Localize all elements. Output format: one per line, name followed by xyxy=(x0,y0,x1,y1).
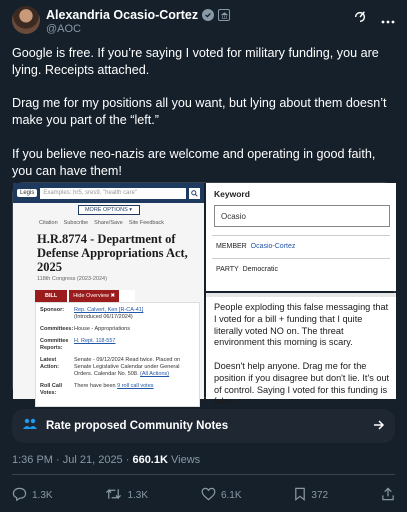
congress-toolbar xyxy=(13,215,204,226)
tweet-paragraph: If you believe neo-nazis are welcome and operating in good faith, you can have them! xyxy=(12,146,376,178)
people-icon xyxy=(22,417,38,435)
bookmark-button[interactable] xyxy=(294,487,328,504)
tweet-paragraph: Google is free. If you’re saying I voted for military funding, you are lying. Receipts attached. xyxy=(12,46,379,77)
more-options-button: MORE OPTIONS ▾ xyxy=(78,205,140,215)
divider xyxy=(206,293,396,297)
citation-link: Citation xyxy=(39,220,58,226)
repost-count: 1.3K xyxy=(127,489,149,501)
arrow-right-icon xyxy=(373,417,385,435)
subscribe-link: Subscribe xyxy=(63,220,89,226)
more-options-icon[interactable] xyxy=(381,11,395,29)
bookmark-icon xyxy=(294,487,306,504)
site-feedback-link: Site Feedback xyxy=(128,220,165,226)
hide-overview-button: Hide Overview ✖ xyxy=(69,290,119,302)
tweet-text xyxy=(12,45,397,196)
reply-button[interactable] xyxy=(12,487,53,504)
author-handle[interactable]: @AOC xyxy=(46,23,82,35)
share-icon xyxy=(381,487,395,504)
image-screenshot-post[interactable] xyxy=(206,293,396,407)
congress-session: 118th Congress (2023-2024) xyxy=(37,276,107,282)
divider xyxy=(12,474,395,475)
author-name[interactable]: Alexandria Ocasio-Cortez xyxy=(46,8,199,22)
party-row xyxy=(206,259,396,273)
action-bar xyxy=(12,485,395,505)
sponsor-link: Rep. Calvert, Ken [R-CA-41] xyxy=(74,307,144,313)
grok-icon[interactable] xyxy=(353,10,367,29)
verified-badge-icon xyxy=(202,9,214,21)
roll-call-label: Roll Call Votes: xyxy=(40,383,63,396)
reports-label: Committee Reports: xyxy=(40,338,69,351)
like-button[interactable] xyxy=(201,487,242,504)
sponsor-note: (Introduced 06/17/2024) xyxy=(74,314,133,320)
committees-value: House - Appropriations xyxy=(74,326,130,332)
community-notes-label: Rate proposed Community Notes xyxy=(46,420,229,432)
image-congress-bill[interactable] xyxy=(13,183,204,399)
search-icon xyxy=(189,188,200,199)
views-count: 660.1K xyxy=(132,454,168,466)
latest-action-value: Senate - 09/12/2024 Read twice. Placed on Senate Legislative Calendar under General Orders. Calendar No. 508. xyxy=(74,357,181,377)
bill-overview xyxy=(35,302,200,407)
member-label: MEMBER xyxy=(216,243,247,250)
repost-icon xyxy=(105,487,122,504)
all-actions-link: (All Actions) xyxy=(140,371,170,377)
congress-search-field: Examples: hr5, sres9, "health care" xyxy=(40,188,186,199)
reports-link: H. Rept. 118-557 xyxy=(74,338,116,344)
legis-dropdown: Legis xyxy=(17,189,37,197)
timestamp[interactable]: 1:36 PM · Jul 21, 2025 · xyxy=(12,454,133,466)
tweet-metadata xyxy=(12,454,200,466)
party-label: PARTY xyxy=(216,266,239,273)
screenshot-post-paragraph: Doesn't help anyone. Drag me for the position if you disagree but don't lie. It's out of control. Saying I voted for this funding is false xyxy=(214,360,390,407)
tweet-paragraph: Drag me for my positions all you want, but lying about them doesn’t make you part of the “left.” xyxy=(12,96,387,128)
avatar[interactable] xyxy=(12,6,40,34)
keyword-input: Ocasio xyxy=(214,205,390,227)
reply-icon xyxy=(12,487,27,504)
tweet-header xyxy=(12,6,395,38)
bill-title: H.R.8774 - Department of Defense Appropriations Act, 2025 xyxy=(37,232,188,274)
screenshot-post-paragraph: People exploding this false messaging that I voted for a bill + funding that I quite literally voted NO on. The threat environment this morning is scary. xyxy=(214,302,389,348)
like-count: 6.1K xyxy=(220,489,242,501)
congress-search-bar xyxy=(13,183,204,203)
government-label-icon xyxy=(218,9,230,21)
attached-images[interactable] xyxy=(12,182,395,407)
member-value: Ocasio-Cortez xyxy=(250,243,296,250)
screenshot-post-text xyxy=(206,293,396,408)
community-notes-button[interactable] xyxy=(12,409,395,443)
latest-action-label: Latest Action: xyxy=(40,357,59,370)
member-row xyxy=(206,236,396,250)
bill-tag: BILL xyxy=(35,290,67,302)
image-keyword-search[interactable] xyxy=(206,183,396,291)
bill-tabs xyxy=(35,290,135,302)
bookmark-count: 372 xyxy=(311,489,329,501)
keyword-heading: Keyword xyxy=(214,189,250,199)
share-save-link: Share/Save xyxy=(94,220,123,226)
roll-call-link: 9 roll call votes xyxy=(117,383,154,389)
repost-button[interactable] xyxy=(105,487,148,504)
heart-icon xyxy=(201,487,216,504)
roll-call-prefix: There have been xyxy=(74,383,118,389)
share-button[interactable] xyxy=(381,487,395,504)
committees-label: Committees: xyxy=(40,326,74,332)
views-label: Views xyxy=(167,454,201,466)
reply-count: 1.3K xyxy=(32,489,53,501)
sponsor-label: Sponsor: xyxy=(40,307,65,313)
party-value: Democratic xyxy=(242,266,278,273)
